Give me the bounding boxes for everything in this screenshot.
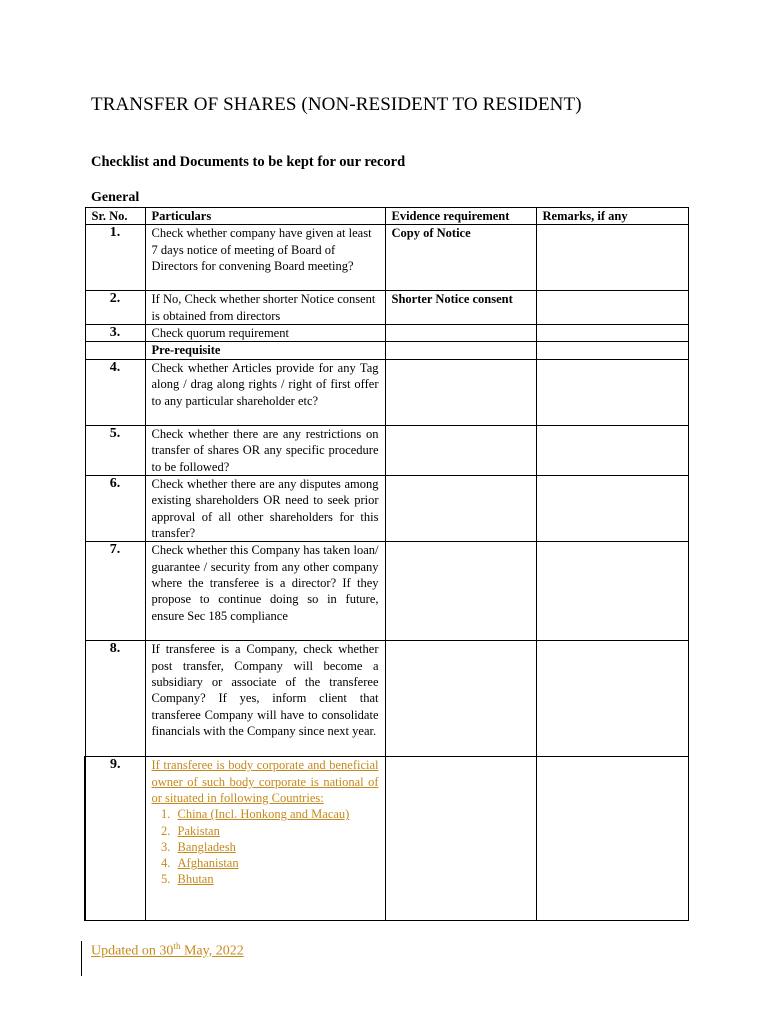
row-remarks bbox=[536, 757, 688, 921]
row-evidence bbox=[385, 342, 536, 360]
row-remarks bbox=[536, 291, 688, 325]
row-sr-no: 8. bbox=[85, 641, 145, 757]
country-item: 3. Bangladesh bbox=[174, 839, 379, 855]
header-particulars: Particulars bbox=[145, 208, 385, 225]
row-particulars: If transferee is body corporate and beneficial owner of such body corporate is national of or situated in following Countries: bbox=[151, 758, 379, 805]
row-remarks bbox=[536, 342, 688, 360]
document-subtitle: Checklist and Documents to be kept for our record bbox=[91, 154, 406, 170]
header-sr-no: Sr. No. bbox=[85, 208, 145, 225]
row-remarks bbox=[536, 542, 688, 641]
row-sr-no: 9. bbox=[85, 757, 145, 921]
row-remarks bbox=[536, 360, 688, 426]
row-remarks bbox=[536, 476, 688, 542]
country-list bbox=[152, 806, 379, 887]
document-title: TRANSFER OF SHARES (NON-RESIDENT TO RESIDENT) bbox=[91, 94, 582, 115]
country-item: 4. Afghanistan bbox=[174, 855, 379, 871]
row-sr-no bbox=[85, 342, 145, 360]
row-particulars: Check quorum requirement bbox=[145, 324, 385, 341]
row-evidence bbox=[385, 757, 536, 921]
row-sr-no: 3. bbox=[85, 324, 145, 341]
row-sr-no: 1. bbox=[85, 225, 145, 291]
row-evidence bbox=[385, 476, 536, 542]
row-particulars: If No, Check whether shorter Notice consent is obtained from directors bbox=[145, 291, 385, 325]
table-row bbox=[85, 476, 688, 542]
row-sr-no: 6. bbox=[85, 476, 145, 542]
table-row bbox=[85, 641, 688, 757]
row-remarks bbox=[536, 426, 688, 476]
row-sr-no: 5. bbox=[85, 426, 145, 476]
updated-prefix: Updated on 30 bbox=[91, 943, 174, 959]
row-sr-no: 7. bbox=[85, 542, 145, 641]
table-row bbox=[85, 542, 688, 641]
table-row bbox=[85, 225, 688, 291]
table-row bbox=[85, 757, 688, 921]
row-evidence: Shorter Notice consent bbox=[385, 291, 536, 325]
row-particulars: Check whether Articles provide for any Tag along / drag along rights / right of first offer to any particular shareholder etc? bbox=[145, 360, 385, 426]
row-evidence: Copy of Notice bbox=[385, 225, 536, 291]
row-remarks bbox=[536, 641, 688, 757]
table-row bbox=[85, 360, 688, 426]
updated-suffix: th bbox=[173, 941, 181, 951]
revision-bar bbox=[81, 941, 82, 976]
header-evidence: Evidence requirement bbox=[385, 208, 536, 225]
checklist-table bbox=[84, 207, 689, 921]
row-remarks bbox=[536, 324, 688, 341]
table-row bbox=[85, 342, 688, 360]
row-particulars: Check whether there are any disputes among existing shareholders OR need to seek prior approval of all other shareholders for this transfer? bbox=[145, 476, 385, 542]
updated-date bbox=[91, 941, 244, 960]
row-particulars: Check whether there are any restrictions on transfer of shares OR any specific procedure to be followed? bbox=[145, 426, 385, 476]
header-remarks: Remarks, if any bbox=[536, 208, 688, 225]
row-evidence bbox=[385, 426, 536, 476]
table-row bbox=[85, 324, 688, 341]
row-evidence bbox=[385, 324, 536, 341]
row-particulars-cell bbox=[145, 757, 385, 921]
row-particulars: If transferee is a Company, check whether post transfer, Company will become a subsidiary or associate of the transferee Company? If yes, inform client that transferee Company will have to consolidate financials with the Company since next year. bbox=[145, 641, 385, 757]
row-evidence bbox=[385, 641, 536, 757]
row-sr-no: 4. bbox=[85, 360, 145, 426]
section-heading: General bbox=[91, 190, 140, 205]
row-evidence bbox=[385, 542, 536, 641]
country-item: 2. Pakistan bbox=[174, 823, 379, 839]
country-item: 5. Bhutan bbox=[174, 871, 379, 887]
row-sr-no: 2. bbox=[85, 291, 145, 325]
country-item: 1. China (Incl. Honkong and Macau) bbox=[174, 806, 379, 822]
row-evidence bbox=[385, 360, 536, 426]
row-remarks bbox=[536, 225, 688, 291]
row-particulars: Check whether company have given at least 7 days notice of meeting of Board of Directors for convening Board meeting? bbox=[145, 225, 385, 291]
table-header-row bbox=[85, 208, 688, 225]
row-particulars: Check whether this Company has taken loan/ guarantee / security from any other company where the transferee is a director? If they propose to continue doing so in future, ensure Sec 185 compliance bbox=[145, 542, 385, 641]
table-row bbox=[85, 426, 688, 476]
table-row bbox=[85, 291, 688, 325]
row-particulars: Pre-requisite bbox=[145, 342, 385, 360]
updated-rest: May, 2022 bbox=[180, 943, 244, 959]
